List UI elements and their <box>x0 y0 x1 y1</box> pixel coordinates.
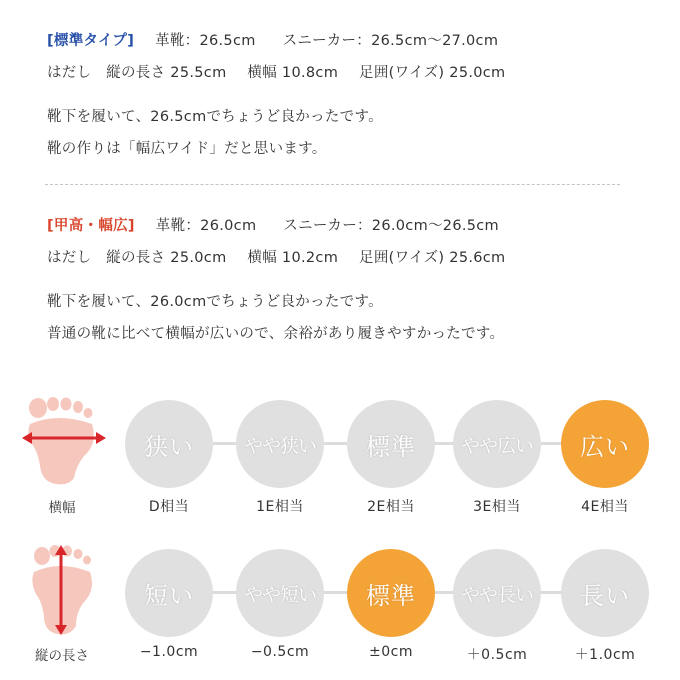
length-option-short-sub: −1.0cm <box>139 644 199 660</box>
width-scale <box>0 392 680 522</box>
section1-comment1: 靴下を履いて、26.5cmでちょうど良かったです。 <box>47 109 383 125</box>
section2-barefoot-girth: 足囲(ワイズ) 25.6cm <box>359 250 506 266</box>
length-option-long-sub: ＋1.0cm <box>574 647 636 663</box>
section2-sneaker-size: スニーカー：26.0cm〜26.5cm <box>283 218 499 234</box>
section2-tag: [甲高・幅広] <box>47 218 135 234</box>
width-option-wide: 広い <box>561 400 649 488</box>
width-option-slightly-wide-sub: 3E相当 <box>473 499 521 515</box>
width-option-narrow: 狭い <box>125 400 213 488</box>
width-option-narrow-sub: D相当 <box>148 499 190 515</box>
section1-barefoot-width: 横幅 10.8cm <box>247 65 339 81</box>
length-option-long: 長い <box>561 549 649 637</box>
section2-comment1: 靴下を履いて、26.0cmでちょうど良かったです。 <box>47 294 383 310</box>
width-option-slightly-narrow: やや狭い <box>236 400 324 488</box>
foot-length-icon <box>24 542 104 638</box>
section2-barefoot-length: はだし 縦の長さ 25.0cm <box>47 250 227 266</box>
length-option-slightly-long: やや長い <box>453 549 541 637</box>
section1-comment2: 靴の作りは「幅広ワイド」だと思います。 <box>47 141 327 157</box>
section2-spec-line2 <box>47 248 505 268</box>
section2-leather-size: 革靴：26.0cm <box>155 218 257 234</box>
length-option-standard-sub: ±0cm <box>369 644 413 660</box>
section2-comment2: 普通の靴に比べて横幅が広いので、余裕があり履きやすかったです。 <box>47 326 505 342</box>
width-option-wide-sub: 4E相当 <box>581 499 629 515</box>
length-option-short: 短い <box>125 549 213 637</box>
section2-spec-line1 <box>47 216 499 236</box>
section-divider <box>45 184 620 185</box>
foot-width-icon <box>18 394 110 486</box>
section2-barefoot-width: 横幅 10.2cm <box>247 250 339 266</box>
width-option-slightly-wide: やや広い <box>453 400 541 488</box>
length-option-standard: 標準 <box>347 549 435 637</box>
width-option-standard: 標準 <box>347 400 435 488</box>
length-option-slightly-short: やや短い <box>236 549 324 637</box>
length-scale <box>0 540 680 670</box>
length-option-slightly-short-sub: −0.5cm <box>250 644 310 660</box>
section1-spec-line2 <box>47 63 505 83</box>
section1-leather-size: 革靴：26.5cm <box>155 33 256 49</box>
section1-barefoot-girth: 足囲(ワイズ) 25.0cm <box>359 65 506 81</box>
width-option-slightly-narrow-sub: 1E相当 <box>256 499 304 515</box>
width-scale-label: 横幅 <box>48 500 76 516</box>
length-option-slightly-long-sub: ＋0.5cm <box>466 647 528 663</box>
section1-spec-line1 <box>47 31 498 51</box>
section1-sneaker-size: スニーカー：26.5cm〜27.0cm <box>282 33 499 49</box>
width-option-standard-sub: 2E相当 <box>367 499 415 515</box>
length-scale-label: 縦の長さ <box>35 648 89 664</box>
section1-barefoot-length: はだし 縦の長さ 25.5cm <box>47 65 227 81</box>
section1-tag: [標準タイプ] <box>47 33 135 49</box>
